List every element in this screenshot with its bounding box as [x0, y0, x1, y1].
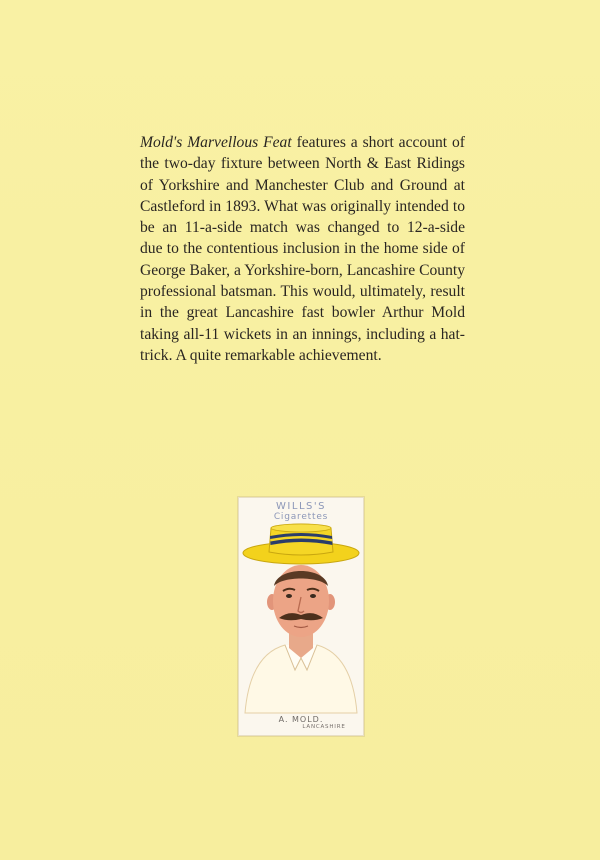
card-player-name: A. MOLD.: [278, 715, 324, 724]
description-paragraph: [140, 132, 465, 366]
player-portrait-illustration: [239, 498, 363, 735]
card-county: LANCASHIRE: [302, 724, 346, 730]
card-brand-name: WILLS'S: [276, 501, 326, 512]
card-brand-subtitle: Cigarettes: [273, 512, 329, 522]
description-body: features a short account of the two-day fixture between North & East Ridings of Yorkshire and Manchester Club and Ground at Castleford in 1893. What was originally intended to be an 11-a-side match was changed to 12-a-side due to the contentious inclusion in the home side of George Baker, a Yorkshire-born, Lancashire County professional batsman. This would, ultimately, result in the great Lancashire fast bowler Arthur Mold taking all-11 wickets in an innings, including a hat-trick. A quite remarkable achievement.: [140, 134, 466, 364]
book-title: Mold's Marvellous Feat: [140, 134, 292, 151]
cigarette-card-image: [238, 497, 364, 736]
